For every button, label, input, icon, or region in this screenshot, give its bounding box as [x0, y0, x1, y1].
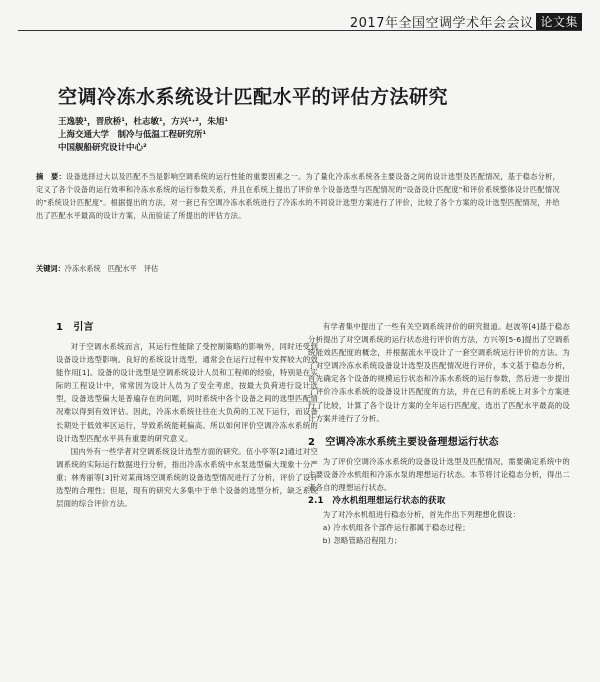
proceedings-tag: 论文集	[536, 13, 582, 30]
keywords	[36, 262, 564, 275]
authors-block	[58, 116, 228, 155]
keywords-text: 冷冻水系统 匹配水平 评估	[64, 264, 159, 273]
page-header	[350, 12, 582, 31]
author-names: 王逸骏¹，晋欣桥¹，杜志敏¹，方兴¹·²，朱旭¹	[58, 117, 229, 127]
abstract-text: 设备选择过大以及匹配不当是影响空调系统的运行性能的重要因素之一。为了量化冷冻水系统各主要设备之间的设计选型及匹配情况，基于稳态分析，定义了各个设备的运行效率和冷冻水系统的运行参数关系，并且在系统上提出了评价单个设备选型与匹配情况的"设备设计匹配度"和评价系统整体设计匹配情况的"系统设计匹配度"。根据提出的方法，对一套已有空调冷冻水系统进行了冷冻水的不同设计选型方案进行了评价，比较了各个方案的设计选型匹配情况，并给出了匹配水平最高的设计方案，从而验证了所提出的评估方法。	[36, 172, 561, 220]
abstract-label: 摘 要：	[36, 172, 66, 181]
intro-paragraph-1: 对于空调水系统而言，其运行性能除了受控制策略的影响外，同时还受到设备设计选型影响。良好的系统设计选型，通常会在运行过程中发挥较大的效能作用[1]。设备的设计选型是空调系统设计人员和工程师的经验，特别是在实际的工程设计中，常常因为设计人员为了安全考虑，按最大负荷进行设计选型，设备选型偏大是普遍存在的问题，同时系统中各个设备之间的选型匹配情况难以得到有效评估。因此，冷冻水系统往往在大负荷的工况下运行，而设备长期处于低效率区运行，导致系统能耗偏高。所以如何评价空调冷冻水系统的设计选型匹配水平具有重要的研究意义。	[56, 342, 318, 443]
header-divider	[18, 30, 582, 31]
keywords-label: 关键词：	[36, 264, 65, 273]
right-column	[308, 320, 570, 547]
section-2-intro: 为了评价空调冷冻水系统的设备设计选型及匹配情况，需要确定系统中的主要设备冷水机组和冷冻水泵的理想运行状态。本节将讨论稳态分析，得出二者各自的理想运行状态。	[308, 456, 570, 492]
assumption-item: b) 忽略管路沿程阻力；	[322, 536, 402, 546]
subsection-2-1-heading: 2.1 冷水机组理想运行状态的获取	[308, 496, 446, 507]
intro-paragraph-3: 有学者集中提出了一些有关空调系统评价的研究报道。赵波等[4]基于稳态分析提出了对空调系统的运行状态进行评价的方法，方兴等[5-6]提出了空调系统能效匹配度的概念，并根据流水平设计了一套空调系统运行评价的方法。为了对空调冷冻水系统设备设计选型及匹配情况进行评价，本文基于稳态分析，首先确定各个设备的规模运行状态和冷冻水系统的运行参数，然后进一步提出了评价冷冻水系统的设备设计匹配度的方法，并在已有的系统上对多个方案进行了比较，计算了各个设计方案的全年运行匹配度，选出了匹配水平最高的设计方案并进行了分析。	[308, 322, 570, 423]
section-2-heading: 2 空调冷冻水系统主要设备理想运行状态	[308, 436, 499, 448]
assumption-item: a) 冷水机组各个部件运行都属于稳态过程；	[322, 523, 470, 533]
abstract	[36, 170, 564, 222]
affiliation-2: 中国舰船研究设计中心²	[58, 143, 147, 153]
conference-name: 2017年全国空调学术年会会议	[349, 16, 534, 31]
left-column	[56, 320, 318, 510]
paper-title: 空调冷冻水系统设计匹配水平的评估方法研究	[58, 86, 449, 108]
affiliation-1: 上海交通大学 制冷与低温工程研究所¹	[58, 130, 207, 140]
subsection-2-1-intro: 为了对冷水机组进行稳态分析，首先作出下列理想化假设：	[322, 510, 521, 520]
intro-paragraph-2: 国内外有一些学者对空调系统设计选型方面的研究。伍小亭等[2]通过对空调系统的实际运行数据进行分析，指出冷冻水系统中水泵选型偏大现象十分严重；林秀丽等[3]针对某商场空调系统的设备选型情况进行了分析，评价了设计选型的合理性；但是，现有的研究大多集中于单个设备的选型分析，缺乏系统层面的综合评价方法。	[56, 446, 318, 509]
section-1-heading: 1 引言	[56, 322, 94, 333]
